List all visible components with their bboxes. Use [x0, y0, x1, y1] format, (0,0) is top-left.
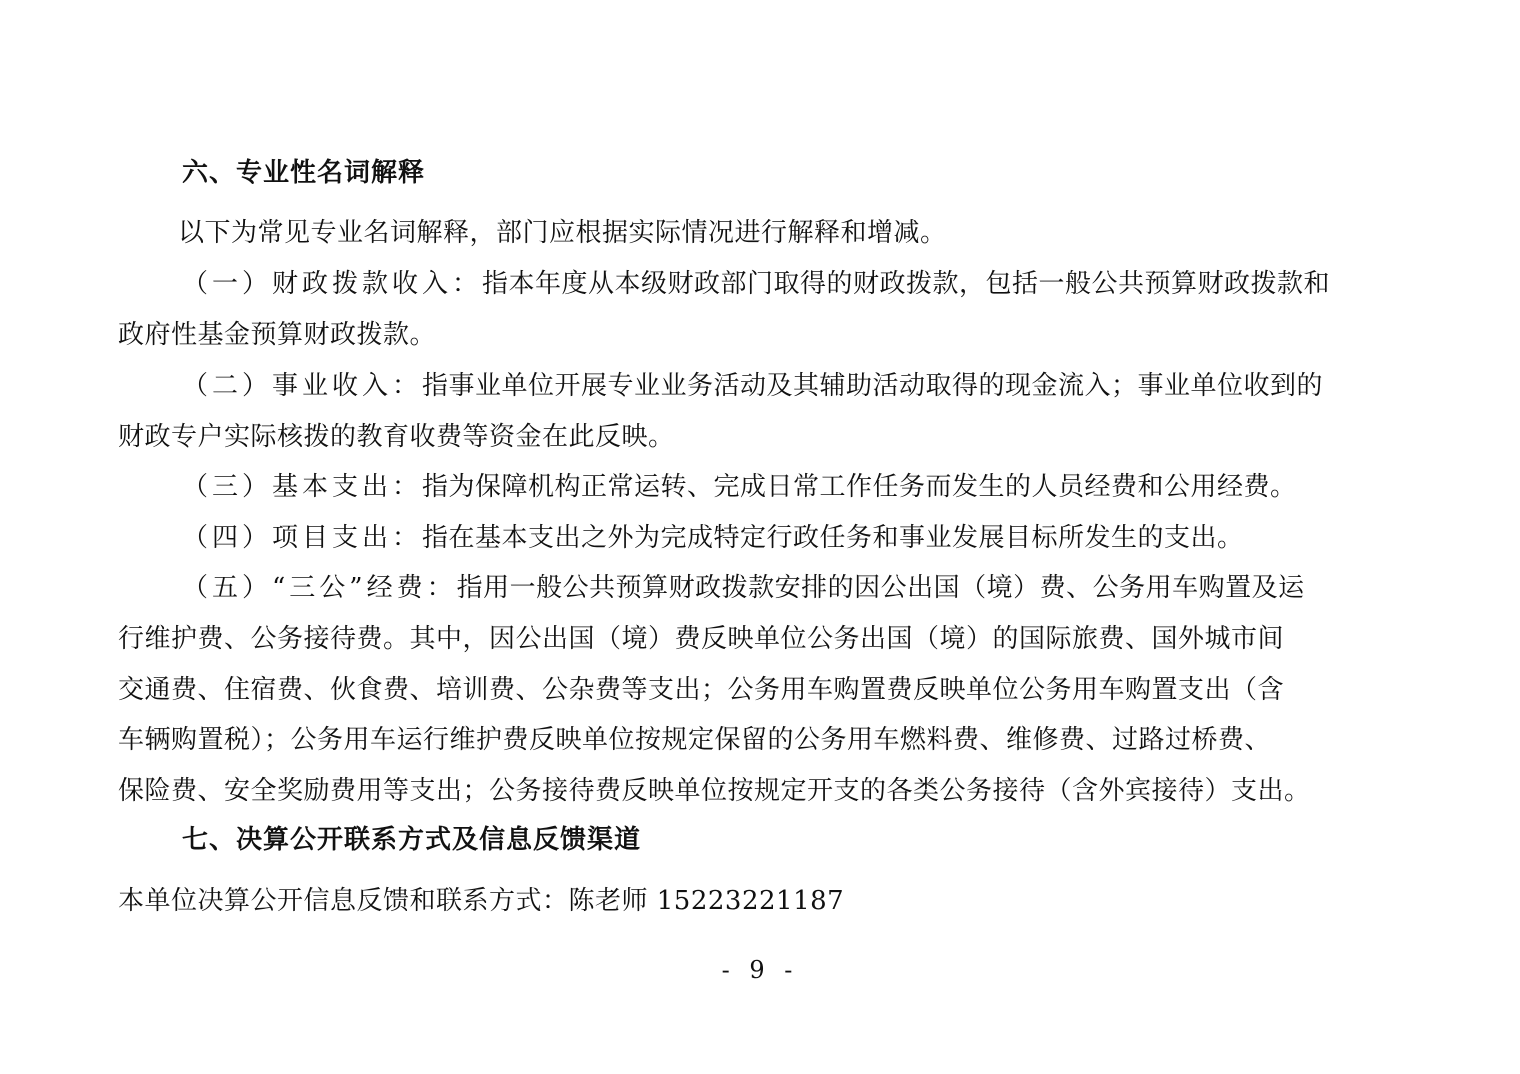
term-item-3 — [182, 470, 1297, 504]
section-7-heading: 七、决算公开联系方式及信息反馈渠道 — [182, 825, 642, 855]
term-text-continued: 保险费、安全奖励费用等支出；公务接待费反映单位按规定开支的各类公务接待（含外宾接待）支出。 — [118, 776, 1311, 806]
term-item-5 — [182, 571, 1305, 605]
term-text: 指在基本支出之外为完成特定行政任务和事业发展目标所发生的支出。 — [422, 523, 1244, 553]
term-label: （五）“三公”经费： — [182, 573, 457, 603]
term-label: （二）事业收入： — [182, 371, 423, 401]
section-6-heading: 六、专业性名词解释 — [182, 158, 426, 188]
term-item-4 — [182, 521, 1244, 555]
term-text: 指为保障机构正常运转、完成日常工作任务而发生的人员经费和公用经费。 — [422, 472, 1297, 502]
term-text-continued: 交通费、住宿费、伙食费、培训费、公杂费等支出；公务用车购置费反映单位公务用车购置支出（含 — [118, 675, 1285, 705]
term-text-continued: 行维护费、公务接待费。其中，因公出国（境）费反映单位公务出国（境）的国际旅费、国外城市间 — [118, 624, 1285, 654]
term-text-continued: 政府性基金预算财政拨款。 — [118, 320, 437, 350]
term-label: （一）财政拨款收入： — [182, 269, 483, 299]
term-item-1 — [182, 267, 1330, 301]
term-text-continued: 财政专户实际核拨的教育收费等资金在此反映。 — [118, 422, 675, 452]
page-number: - 9 - — [721, 956, 799, 984]
term-item-2 — [182, 369, 1323, 403]
section-6-intro: 以下为常见专业名词解释，部门应根据实际情况进行解释和增减。 — [178, 218, 947, 248]
contact-info: 本单位决算公开信息反馈和联系方式：陈老师 15223221187 — [118, 886, 845, 916]
term-text: 指用一般公共预算财政拨款安排的因公出国（境）费、公务用车购置及运 — [456, 573, 1305, 603]
term-text-continued: 车辆购置税）；公务用车运行维护费反映单位按规定保留的公务用车燃料费、维修费、过路过桥费、 — [118, 725, 1272, 755]
term-label: （三）基本支出： — [182, 472, 423, 502]
term-text: 指本年度从本级财政部门取得的财政拨款，包括一般公共预算财政拨款和 — [482, 269, 1331, 299]
term-text: 指事业单位开展专业业务活动及其辅助活动取得的现金流入；事业单位收到的 — [422, 371, 1324, 401]
term-label: （四）项目支出： — [182, 523, 423, 553]
